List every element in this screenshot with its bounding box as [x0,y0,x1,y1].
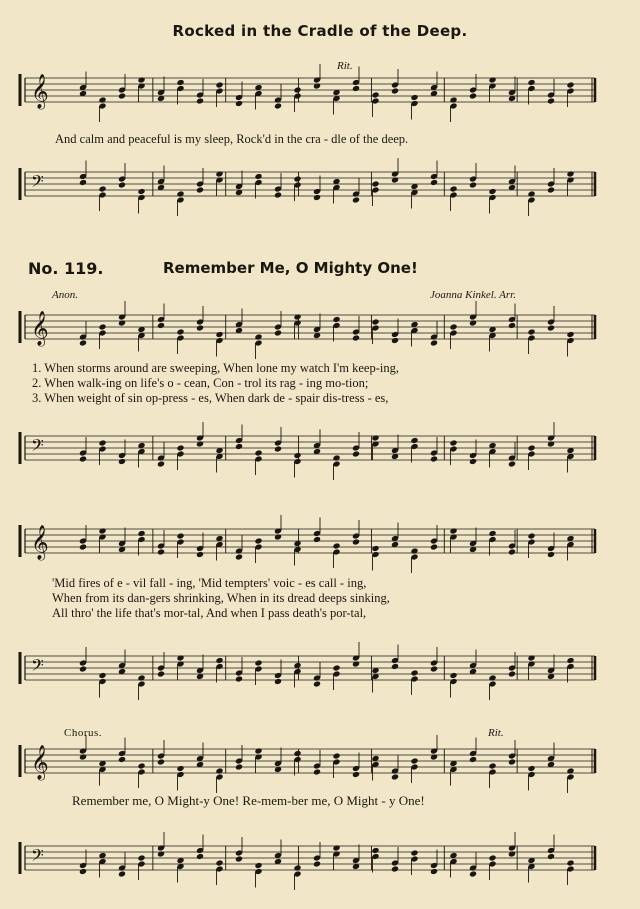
note-head [352,771,360,778]
note-head [527,532,535,539]
note-head [391,337,399,344]
hymn-title: Remember Me, O Mighty One! [163,259,418,277]
note-head [430,665,438,672]
note-head [469,756,477,763]
note-head [137,188,145,195]
note-head [137,76,145,83]
refrain-line-2: When from its dan-gers shrinking, When in its dread deeps sinking, [52,591,390,605]
note-head [215,767,223,774]
note-head [527,328,535,335]
note-head [313,680,321,687]
bass-clef: 𝄢 [31,655,44,679]
note-head [371,318,379,325]
note-head [274,445,282,452]
staff-system-2-bass [20,430,620,470]
note-head [410,849,418,856]
note-head [352,334,360,341]
note-head [157,322,165,329]
note-head [488,674,496,681]
note-head [254,659,262,666]
treble-clef: 𝄞 [31,745,49,780]
note-head [352,450,360,457]
composer-credit: Anon. [52,289,78,301]
note-head [157,758,165,765]
note-head [118,319,126,326]
note-head [566,859,574,866]
note-head [566,331,574,338]
staff-system-4-bass [20,840,620,880]
staff-system-1-bass [20,166,620,206]
refrain-line-3: All thro' the life that's mor-tal, And when I pass death's por-tal, [52,606,367,620]
note-head [508,670,516,677]
note-head [352,196,360,203]
note-head [371,847,379,854]
note-head [196,853,204,860]
note-head [274,102,282,109]
note-head [449,439,457,446]
note-head [469,870,477,877]
note-head [254,449,262,456]
note-head [391,865,399,872]
verse-lyrics [32,361,399,406]
note-head [391,663,399,670]
treble-clef: 𝄞 [31,311,49,346]
note-head [215,331,223,338]
note-head [157,548,165,555]
note-head [215,170,223,177]
note-head [274,678,282,685]
hymn-number: No. 119. [28,259,104,278]
note-head [196,186,204,193]
note-head [98,439,106,446]
note-head [274,191,282,198]
note-head [313,768,321,775]
note-head [313,194,321,201]
staff-system-3-bass [20,650,620,690]
note-head [157,850,165,857]
note-head [391,773,399,780]
bass-clef: 𝄢 [31,845,44,869]
note-head [332,752,340,759]
note-head [235,100,243,107]
note-head [79,753,87,760]
note-head [215,81,223,88]
note-head [566,657,574,664]
staff-system-2-treble [20,309,620,349]
note-head [488,762,496,769]
note-head [254,333,262,340]
note-head [371,180,379,187]
note-head [176,532,184,539]
note-head [488,188,496,195]
note-head [118,756,126,763]
note-head [566,767,574,774]
rit-marking-top: Rit. [337,60,353,72]
note-head [430,339,438,346]
note-head [430,455,438,462]
note-head [410,437,418,444]
note-head [196,551,204,558]
note-head [274,329,282,336]
note-head [293,750,301,757]
note-head [254,862,262,869]
note-head [469,92,477,99]
note-head [332,316,340,323]
note-head [547,551,555,558]
note-head [254,173,262,180]
note-head [430,543,438,550]
note-head [547,97,555,104]
note-head [79,179,87,186]
note-head [371,434,379,441]
note-head [176,79,184,86]
note-head [98,96,106,103]
note-head [293,864,301,871]
note-head [410,757,418,764]
note-head [98,527,106,534]
note-head [313,82,321,89]
chorus-label: Chorus. [64,727,103,739]
refrain-lyrics [52,576,390,621]
note-head [293,175,301,182]
note-head [527,79,535,86]
note-head [469,458,477,465]
note-head [469,181,477,188]
note-head [118,181,126,188]
note-head [332,454,340,461]
note-head [137,762,145,769]
note-head [235,763,243,770]
note-head [235,443,243,450]
note-head [391,87,399,94]
note-head [118,458,126,465]
treble-clef: 𝄞 [31,74,49,109]
note-head [137,530,145,537]
note-head [176,765,184,772]
note-head [527,444,535,451]
note-head [508,758,516,765]
note-head [293,86,301,93]
note-head [430,179,438,186]
note-head [176,190,184,197]
note-head [176,328,184,335]
note-head [196,440,204,447]
note-head [157,670,165,677]
verse-line-3: 3. When weight of sin op-press - es, When dark de - spair dis-tress - es, [32,391,389,405]
note-head [371,91,379,98]
note-head [508,850,516,857]
note-head [313,536,321,543]
note-head [352,85,360,92]
note-head [449,672,457,679]
note-head [215,657,223,664]
verse-line-1: 1. When storms around are sweeping, When lone my watch I'm keep-ing, [32,361,399,375]
note-head [547,853,555,860]
note-head [430,753,438,760]
note-head [508,548,516,555]
chorus-lyric: Remember me, O Might-y One! Re-mem-ber me, O Might - y One! [72,793,425,808]
note-head [98,323,106,330]
note-head [235,675,243,682]
note-head [313,860,321,867]
page-title: Rocked in the Cradle of the Deep. [172,22,468,40]
note-head [410,94,418,101]
staff-system-3-treble [20,523,620,563]
note-head [235,855,243,862]
note-head [118,92,126,99]
note-head [391,176,399,183]
note-head [430,868,438,875]
note-head [449,527,457,534]
note-head [79,339,87,346]
bass-clef: 𝄢 [31,171,44,195]
note-head [527,190,535,197]
note-head [527,765,535,772]
note-head [410,547,418,554]
note-head [488,530,496,537]
note-head [566,81,574,88]
note-head [508,322,516,329]
note-head [488,854,496,861]
note-head [566,170,574,177]
note-head [352,538,360,545]
note-head [235,553,243,560]
note-head [215,859,223,866]
verse-line-2: 2. When walk-ing on life's o - cean, Con - trol its rag - ing mo-tion; [32,376,369,390]
note-head [293,452,301,459]
note-head [98,672,106,679]
note-head [196,324,204,331]
note-head [547,324,555,331]
note-head [332,844,340,851]
note-head [254,537,262,544]
note-head [488,76,496,83]
note-head [352,660,360,667]
staff-system-1-treble [20,72,620,112]
note-head [449,96,457,103]
note-head [137,674,145,681]
refrain-line-1: 'Mid fires of e - vil fall - ing, 'Mid tempters' voic - es call - ing, [52,576,367,590]
note-head [449,185,457,192]
note-head [410,669,418,676]
note-head [79,543,87,550]
note-head [469,319,477,326]
note-head [547,186,555,193]
note-head [274,533,282,540]
arranger-credit: Joanna Kinkel. Arr. [430,289,516,301]
note-head [176,444,184,451]
note-head [547,440,555,447]
note-head [118,870,126,877]
note-head [527,654,535,661]
note-head [371,545,379,552]
note-head [254,747,262,754]
note-head [137,854,145,861]
note-head [508,460,516,467]
note-head [332,664,340,671]
note-head [157,460,165,467]
bass-clef: 𝄢 [31,435,44,459]
treble-clef: 𝄞 [31,525,49,560]
note-head [79,868,87,875]
note-head [449,323,457,330]
note-head [196,97,204,104]
note-head [98,185,106,192]
rit-marking-chorus: Rit. [488,727,504,739]
note-head [293,313,301,320]
staff-system-4-treble [20,743,620,783]
note-head [79,455,87,462]
note-head [79,665,87,672]
lyric-line-top: And calm and peaceful is my sleep, Rock'd in the cra - dle of the deep. [55,132,409,146]
note-head [332,542,340,549]
note-head [176,654,184,661]
